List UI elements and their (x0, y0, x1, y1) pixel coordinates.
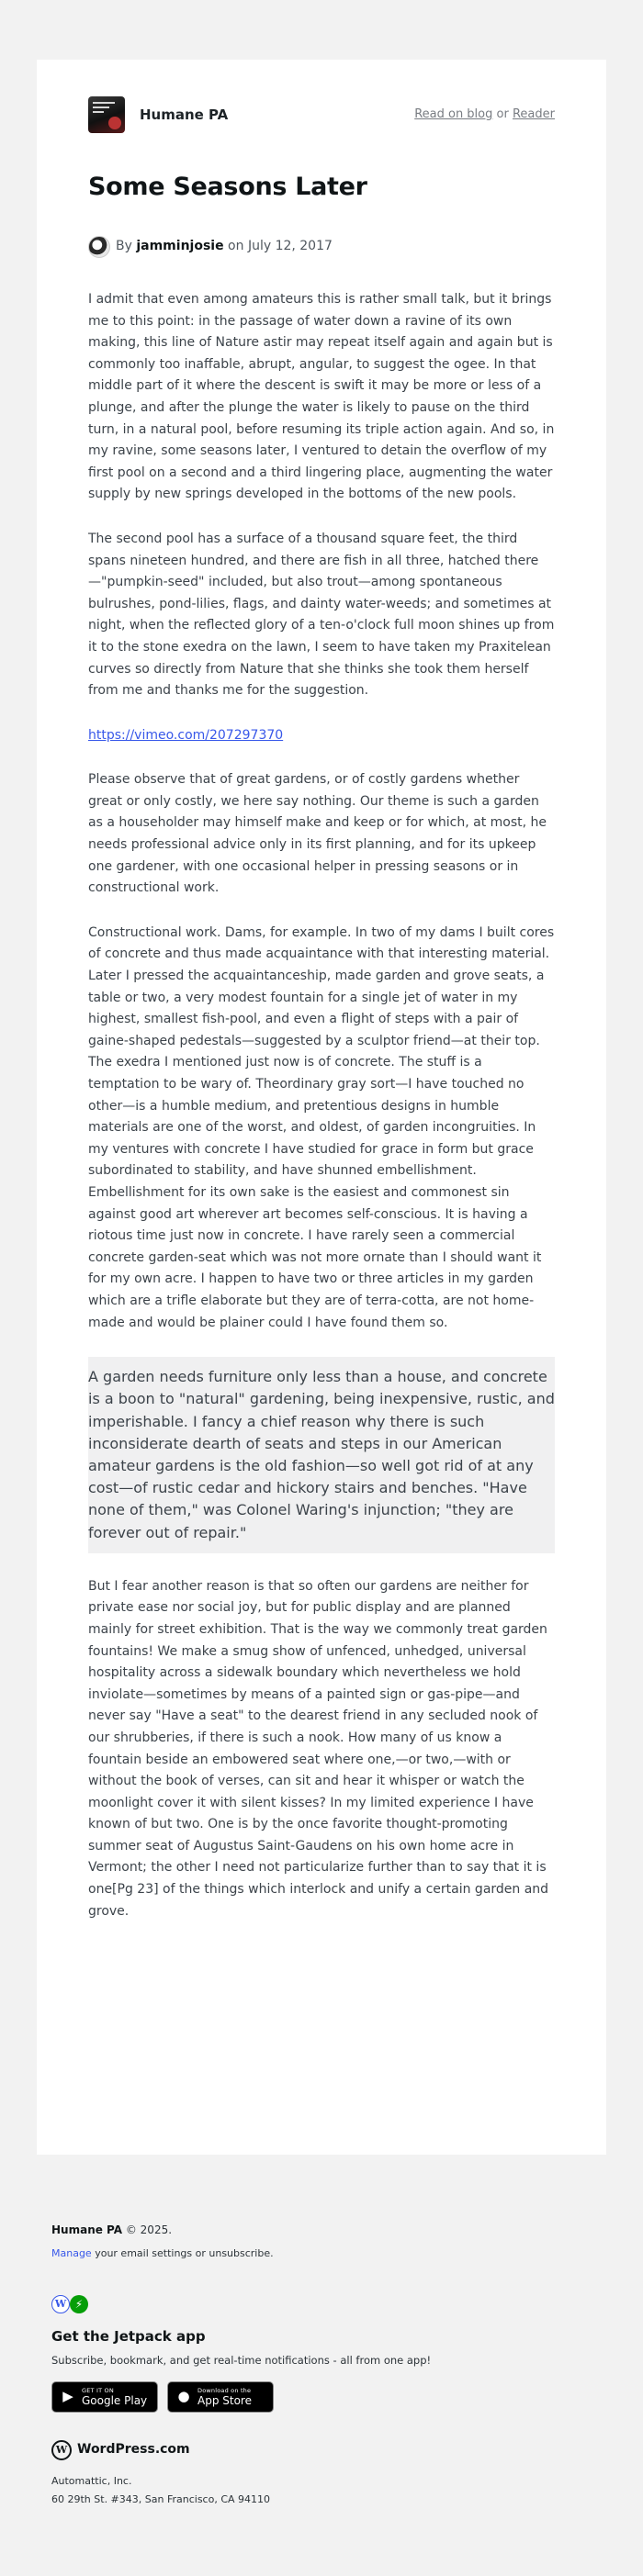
paragraph: The second pool has a surface of a thousand square feet, the third spans nineteen hundred, and there are fish in all three, hatched there—"pumpkin-seed" included, but also trout—among spontaneous bulrushes, pond-lilies, flags, and dainty water-weeds; and sometimes at night, when the reflected glory of a ten-o'clock full moon shines up from it to the stone exedra on the lawn, I seem to have taken my Praxitelean curves so directly from Nature that she thinks she took them herself from me and thanks me for the suggestion. (88, 531, 555, 699)
manage-link[interactable]: Manage (51, 2247, 92, 2259)
google-play-button[interactable] (51, 2381, 158, 2413)
paragraph: I admit that even among amateurs this is rather small talk, but it brings me to this point: in the passage of water down a ravine of its own making, this line of Nature astir may repeat itself again and again but is commonly too inaffable, abrupt, angular, to suggest the ogee. In that middle part of it where the descent is swift it may be more or less of a plunge, and after the plunge the water is likely to pause on the third turn, in a natural pool, before resuming its triple action again. And so, in my ravine, some seasons later, I ventured to detain the overflow of my first pool on a second and a third lingering place, augmenting the water supply by new springs developed in the bottoms of the new pools. (88, 292, 555, 502)
wordpress-icon: W (51, 2295, 70, 2313)
or-text: or (496, 107, 509, 121)
video-link[interactable]: https://vimeo.com/207297370 (88, 727, 284, 743)
wordpress-com-text: WordPress.com (77, 2442, 190, 2457)
jetpack-icon: ⚡ (70, 2295, 88, 2313)
google-play-icon: ▶ (62, 2388, 73, 2404)
company-name: Automattic, Inc. (51, 2475, 132, 2487)
post-date: July 12, 2017 (247, 239, 333, 253)
read-on-blog-link[interactable]: Read on blog (414, 107, 493, 121)
email-card (37, 60, 606, 2155)
company-address: 60 29th St. #343, San Francisco, CA 94110 (51, 2493, 271, 2505)
apple-icon: ● (177, 2388, 190, 2404)
app-store-button[interactable] (167, 2381, 274, 2413)
manage-line (51, 2247, 274, 2259)
post-title[interactable]: Some Seasons Later (88, 173, 367, 201)
footer-copyright: © 2025. (125, 2223, 173, 2236)
site-icon[interactable] (88, 96, 125, 133)
quote-text: A garden needs furniture only less than a house, and concrete is a boon to "natural" gardening, being inexpensive, rustic, and imperishable. I fancy a chief reason why there is such inconsiderate dearth of seats and steps in our American amateur gardens is the old fashion—so well got rid of at any cost—of rustic cedar and hickory stairs and benches. "Have none of them," was Colonel Waring's injunction; "they are forever out of repair." (88, 1368, 555, 1541)
jetpack-title: Get the Jetpack app (51, 2328, 206, 2345)
jetpack-subtitle: Subscribe, bookmark, and get real-time notifications - all from one app! (51, 2354, 432, 2367)
on-text: on (228, 239, 244, 253)
reader-link[interactable]: Reader (512, 107, 555, 121)
by-text: By (116, 239, 132, 253)
header-links (414, 107, 555, 121)
paragraph: But I fear another reason is that so often our gardens are neither for private ease nor social joy, but for public display and are planned mainly for street exhibition. That is the way we commonly treat garden fountains! We make a smug show of unfenced, unhedged, universal hospitality across a sidewalk boundary which nevertheless we hold inviolate—sometimes by means of a painted sign or gas-pipe—and never say "Have a seat" to the dearest friend in any secluded nook of our shrubberies, if there is such a nook. How many of us know a fountain beside an embowered seat where one,—or two,—with or without the book of verses, can sit and hear it whisper or watch the moonlight cover it with silent kisses? In my limited experience I have known of but two. One is by the once favorite thought-promoting summer seat of Augustus Saint-Gaudens on his own home acre in Vermont; the other I need not particularize further than to say that it is one[Pg 23] of the things which interlock and unify a certain garden and grove. (88, 1578, 549, 1919)
app-store-small: Download on the (197, 2387, 252, 2394)
site-header (88, 96, 555, 133)
google-play-label: Google Play (82, 2394, 148, 2407)
manage-rest: your email settings or unsubscribe. (95, 2247, 274, 2259)
author-avatar (88, 236, 110, 258)
paragraph: Please observe that of great gardens, or of costly gardens whether great or only costly, we here say nothing. Our theme is such a garden as a householder may himself make and keep or for which, at most, he needs professional advice only in its first planning, and for its upkeep one gardener, with one occasional helper in pressing seasons or in constructional work. (88, 772, 547, 896)
wordpress-logo-icon: W (51, 2440, 72, 2460)
app-store-label: App Store (197, 2394, 252, 2407)
footer-site-name: Humane PA (51, 2223, 123, 2236)
paragraph: Constructional work. Dams, for example. In two of my dams I built cores of concrete and thus made acquaintance with that interesting material. Later I pressed the acquaintanceship, made garden and grove seats, a table or two, a very modest fountain for a single jet of water in my highest, smallest fish-pool, and even a flight of steps with a pair of gaine-shaped pedestals—suggested by a sculptor friend—at their top. The exedra I mentioned just now is of concrete. The stuff is a temptation to be wary of. Theordinary gray sort—I have touched no other—is a humble medium, and pretentious designs in humble materials are one of the worst, and oldest, of garden incongruities. In my ventures with concrete I have studied for grace in form but grace subordinated to stability, and have shunned embellishment. Embellishment for its own sake is the easiest and commonest sin against good art wherever art becomes self-conscious. It is having a riotous time just now in concrete. I have rarely seen a commercial concrete garden-seat which was not more ornate than I should want it for my own acre. I happen to have two or three articles in my garden which are a trifle elaborate but they are of terra-cotta, are not home-made and would be plainer could I have found them so. (88, 924, 555, 1330)
post-content (88, 289, 555, 1945)
app-icons (51, 2295, 92, 2313)
footer-site-line (51, 2223, 172, 2236)
site-name[interactable]: Humane PA (140, 106, 229, 123)
google-play-small: GET IT ON (82, 2387, 114, 2394)
pull-quote (88, 1357, 555, 1553)
author-name: jamminjosie (136, 239, 224, 253)
